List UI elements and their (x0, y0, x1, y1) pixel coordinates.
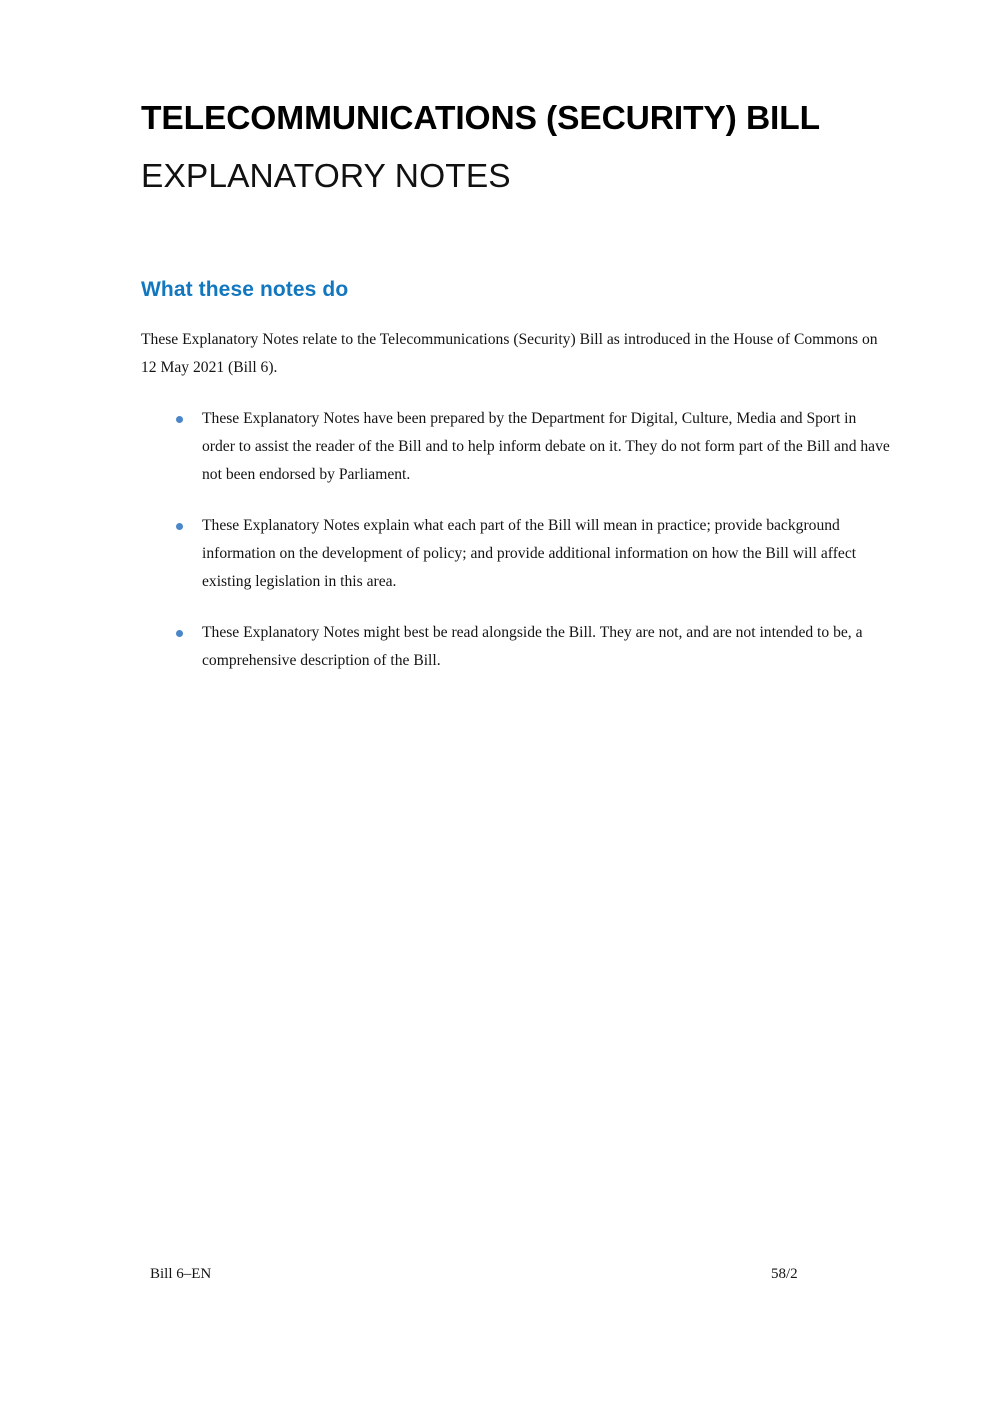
page-title: TELECOMMUNICATIONS (SECURITY) BILL (141, 100, 820, 137)
list-item (141, 512, 890, 596)
list-item (141, 619, 890, 675)
bullet-point-icon (176, 523, 183, 530)
document-body (141, 326, 891, 675)
list-item (141, 405, 890, 489)
list-item-text: These Explanatory Notes have been prepared by the Department for Digital, Culture, Media and Sport in order to assist the reader of the Bill and to help inform debate on it. They do not form part of the Bill and have not been endorsed by Parliament. (202, 410, 890, 483)
notes-bullet-list (141, 405, 891, 675)
list-item-text: These Explanatory Notes might best be read alongside the Bill. They are not, and are not intended to be, a comprehensive description of the Bill. (202, 624, 863, 669)
page-subtitle: EXPLANATORY NOTES (141, 158, 511, 195)
document-title-block (141, 96, 901, 200)
footer-bill-reference: Bill 6–EN (150, 1266, 212, 1282)
intro-paragraph: These Explanatory Notes relate to the Telecommunications (Security) Bill as introduced in the House of Commons on 12 May 2021 (Bill 6). (141, 331, 878, 376)
bullet-point-icon (176, 416, 183, 423)
section-heading: What these notes do (141, 278, 349, 301)
page-footer (141, 1263, 850, 1287)
list-item-text: These Explanatory Notes explain what each part of the Bill will mean in practice; provide background information on the development of policy; and provide additional information on how the Bill will affect existing legislation in this area. (202, 517, 857, 590)
bullet-point-icon (176, 630, 183, 637)
footer-page-number: 58/2 (771, 1266, 798, 1282)
